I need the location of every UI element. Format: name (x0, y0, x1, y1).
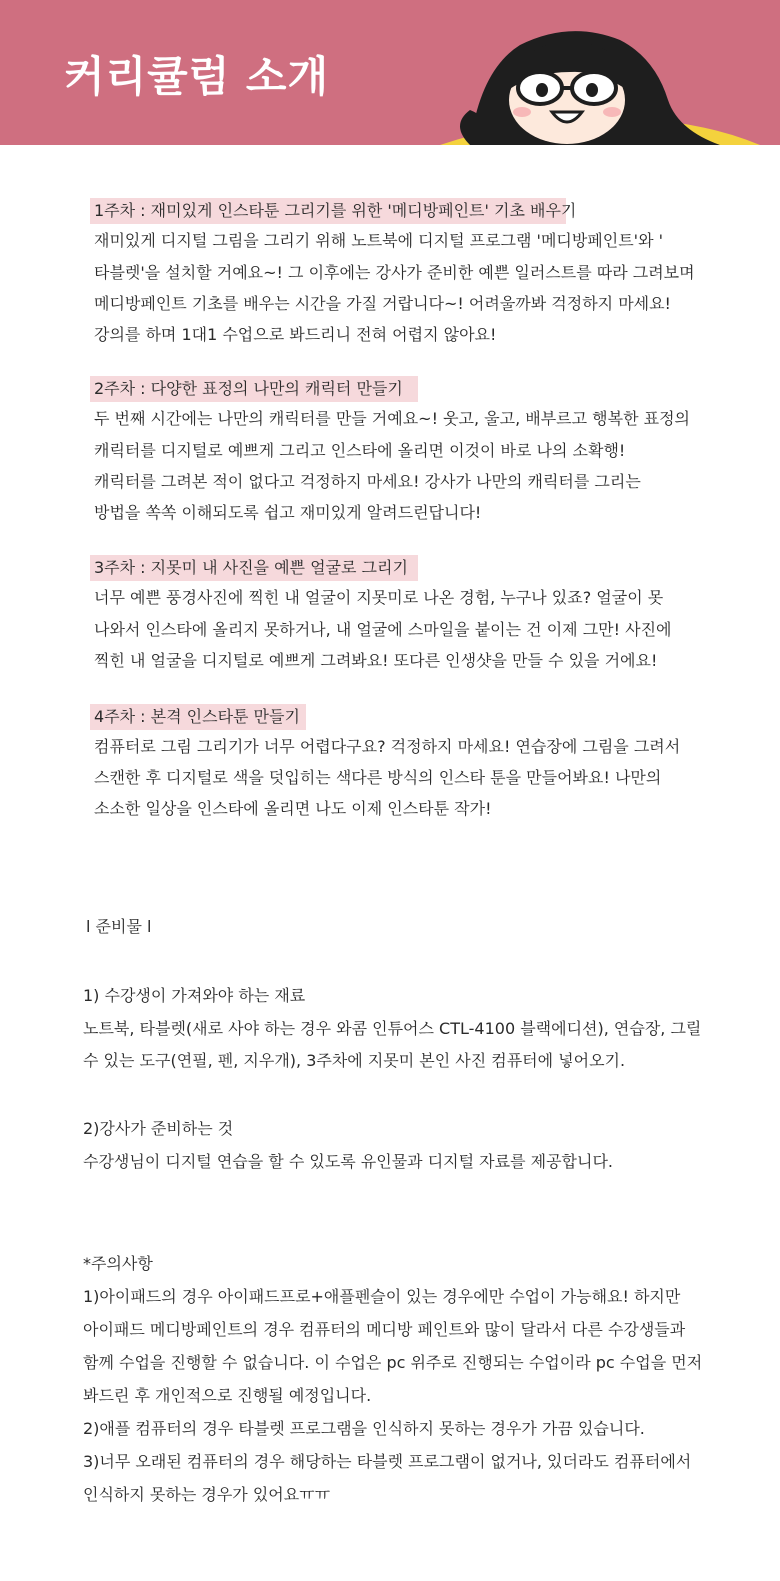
week-4-line: 소소한 일상을 인스타에 올리면 나도 이제 인스타툰 작가! (94, 799, 492, 818)
week-1-line: 타블렛'을 설치할 거예요~! 그 이후에는 강사가 준비한 예쁜 일러스트를 따라 그려보며 (94, 263, 695, 282)
notes-line: 인식하지 못하는 경우가 있어요ㅠㅠ (83, 1485, 331, 1504)
week-4-heading: 4주차 : 본격 인스타툰 만들기 (90, 704, 306, 730)
notes-line: 아이패드 메디방페인트의 경우 컴퓨터의 메디방 페인트와 많이 달라서 다른 수강생들과 (83, 1320, 686, 1339)
week-4-line: 스캔한 후 디지털로 색을 덧입히는 색다른 방식의 인스타 툰을 만들어봐요! 나만의 (94, 768, 662, 787)
notes-line: 1)아이패드의 경우 아이패드프로+애플펜슬이 있는 경우에만 수업이 가능해요! 하지만 (83, 1287, 681, 1306)
header-banner (0, 0, 780, 145)
week-1-line: 메디방페인트 기초를 배우는 시간을 가질 거랍니다~! 어려울까봐 걱정하지 마세요! (94, 294, 671, 313)
notes-line: 3)너무 오래된 컴퓨터의 경우 해당하는 타블렛 프로그램이 없거나, 있더라도 컴퓨터에서 (83, 1452, 692, 1471)
week-3-line: 찍힌 내 얼굴을 디지털로 예쁘게 그려봐요! 또다른 인생샷을 만들 수 있을 거에요! (94, 651, 658, 670)
student-materials-line: 수 있는 도구(연필, 펜, 지우개), 3주차에 지못미 본인 사진 컴퓨터에 넣어오기. (83, 1051, 626, 1070)
student-materials-title: 1) 수강생이 가져와야 하는 재료 (83, 986, 306, 1005)
notes-line: 2)애플 컴퓨터의 경우 타블렛 프로그램을 인식하지 못하는 경우가 가끔 있습니다. (83, 1419, 645, 1438)
notes-heading: *주의사항 (83, 1254, 153, 1273)
notes-line: 함께 수업을 진행할 수 없습니다. 이 수업은 pc 위주로 진행되는 수업이라 pc 수업을 먼저 (83, 1353, 703, 1372)
week-3-line: 너무 예쁜 풍경사진에 찍힌 내 얼굴이 지못미로 나온 경험, 누구나 있죠? 얼굴이 못 (94, 588, 664, 607)
week-1-heading: 1주차 : 재미있게 인스타툰 그리기를 위한 '메디방페인트' 기초 배우기 (90, 198, 566, 224)
teacher-materials-line: 수강생님이 디지털 연습을 할 수 있도록 유인물과 디지털 자료를 제공합니다. (83, 1152, 613, 1171)
week-4-line: 컴퓨터로 그림 그리기가 너무 어렵다구요? 걱정하지 마세요! 연습장에 그림을 그려서 (94, 737, 681, 756)
notes-line: 봐드린 후 개인적으로 진행될 예정입니다. (83, 1386, 372, 1405)
week-2-line: 두 번째 시간에는 나만의 캐릭터를 만들 거예요~! 웃고, 울고, 배부르고 행복한 표정의 (94, 409, 690, 428)
student-materials-line: 노트북, 타블렛(새로 사야 하는 경우 와콤 인튜어스 CTL-4100 블랙에디션), 연습장, 그릴 (83, 1019, 702, 1038)
week-3-line: 나와서 인스타에 올리지 못하거나, 내 얼굴에 스마일을 붙이는 건 이제 그만! 사진에 (94, 620, 672, 639)
week-2-line: 캐릭터를 그려본 적이 없다고 걱정하지 마세요! 강사가 나만의 캐릭터를 그리는 (94, 472, 641, 491)
week-2-line: 방법을 쏙쏙 이해되도록 쉽고 재미있게 알려드린답니다! (94, 503, 482, 522)
page-title: 커리큘럼 소개 (64, 52, 330, 101)
week-2-heading: 2주차 : 다양한 표정의 나만의 캐릭터 만들기 (90, 376, 418, 402)
week-1-line: 강의를 하며 1대1 수업으로 봐드리니 전혀 어렵지 않아요! (94, 325, 497, 344)
week-3-heading: 3주차 : 지못미 내 사진을 예쁜 얼굴로 그리기 (90, 555, 418, 581)
teacher-materials-title: 2)강사가 준비하는 것 (83, 1119, 234, 1138)
materials-heading: l 준비물 l (86, 917, 152, 936)
week-1-line: 재미있게 디지털 그림을 그리기 위해 노트북에 디지털 프로그램 '메디방페인트'와 ' (94, 231, 664, 250)
girl-with-glasses-icon (0, 0, 780, 145)
week-2-line: 캐릭터를 디지털로 예쁘게 그리고 인스타에 올리면 이것이 바로 나의 소확행! (94, 441, 626, 460)
